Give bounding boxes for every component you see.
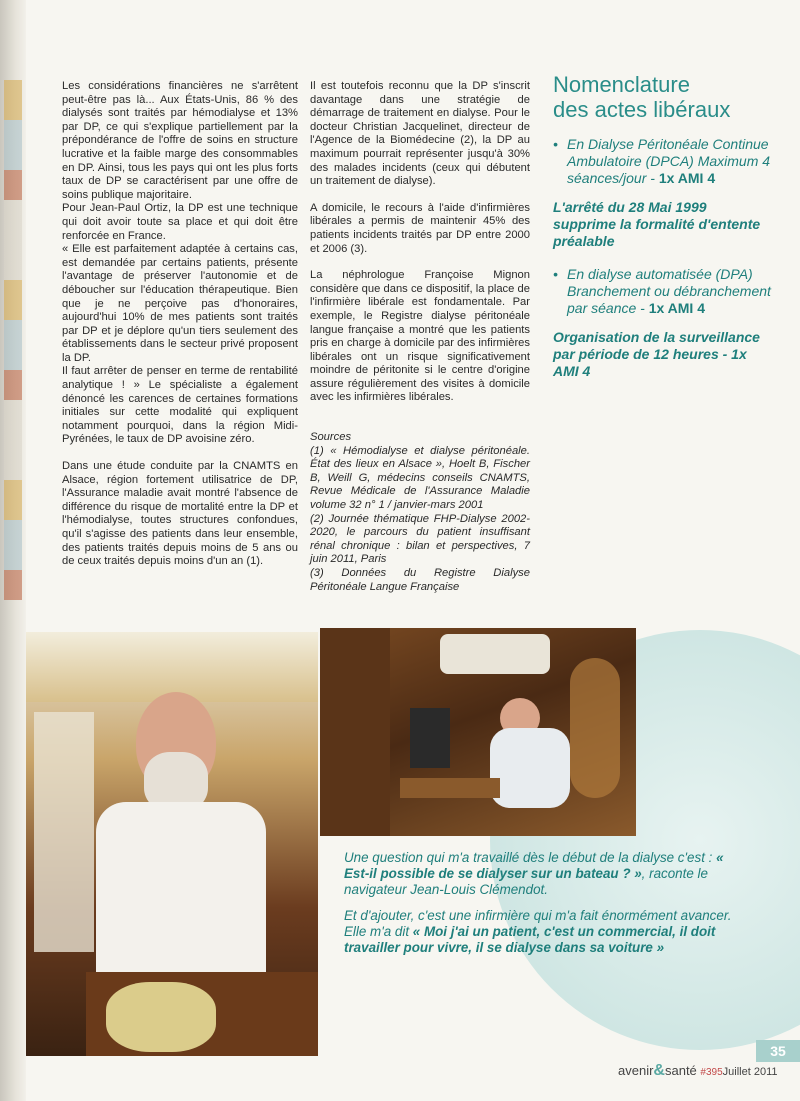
adjacent-page-strip (4, 80, 22, 600)
sidebar-note: L'arrêté du 28 Mai 1999 supprime la formalité d'entente préalable (553, 199, 761, 249)
source-item: (1) « Hémodialyse et dialyse péritonéale. État des lieux en Alsace », Hoelt B, Fischer B, Weill G, médecins conseils CNAMTS, Revue Médicale de l'Assurance Maladie volume 32 n° 1 / janvier-mars 2001 (310, 444, 530, 512)
sidebar-title-line: Nomenclature (553, 72, 690, 97)
paragraph: Les considérations financières ne s'arrêtent peut-être pas là... Aux États-Unis, 86 % des dialysés sont traités par hémodialyse et 13% par DP, ce qui s'explique partiellement par la prépondérance de l'offre de soins en structure lucrative et la faible marge des consommables en DP. Ainsi, tous les pays qui ont les plus forts taux de DP se caractérisent par une offre de soins publique majoritaire. (62, 80, 298, 201)
bullet-icon: • (553, 266, 558, 282)
nomenclature-sidebar (553, 72, 773, 396)
bullet-body: En Dialyse Péritonéale Continue Ambulatoire (DPCA) Maximum 4 séances/jour - (567, 136, 771, 186)
sidebar-bullet (553, 136, 773, 187)
sources-block (310, 431, 530, 594)
quote-text: Une question qui m'a travaillé dès le début de la dialyse c'est : (344, 850, 717, 865)
article-column-2 (310, 80, 530, 594)
paragraph: « Elle est parfaitement adaptée à certains cas, est demandée par certains patients, présente l'avantage de préserver l'autonomie et de déboucher sur l'éducation thérapeutique. Bien que je ne perçoive pas d'honoraires, aujourd'hui 10% de mes patients sont traités par DP et je déplore qu'un tiers seulement des établissements dans le secteur privé proposent la DP. (62, 243, 298, 364)
page-number: 35 (756, 1040, 800, 1062)
bullet-body: En dialyse automatisée (DPA) Branchement ou débranchement par séance - (567, 266, 771, 316)
source-item: (3) Données du Registre Dialyse Péritonéale Langue Française (310, 567, 530, 593)
article-column-1 (62, 80, 298, 569)
photo-navigator-at-desk (320, 628, 636, 836)
bullet-text (567, 266, 773, 317)
paragraph: A domicile, le recours à l'aide d'infirmières libérales a permis de maintenir 45% des patients incidents traités par DP entre 2000 et 2006 (3). (310, 201, 530, 255)
issue-number: #395 (700, 1067, 723, 1078)
photo-navigator-preparing-dialysis (26, 632, 318, 1056)
quote-paragraph (344, 924, 744, 956)
sidebar-title (553, 72, 773, 122)
quote-emphasis: « Moi j'ai un patient, c'est un commercial, il doit travailler pour vivre, il se dialyse dans sa voiture » (344, 924, 716, 955)
brand-ampersand: & (653, 1062, 665, 1079)
quote-paragraph (344, 850, 744, 898)
quote-text: Elle m'a dit (344, 924, 413, 939)
paragraph: La néphrologue Françoise Mignon considère que dans ce dispositif, la place de l'infirmière libérale est fondamentale. Par exemple, le Registre dialyse péritonéale langue française a montré que les patients pris en charge à domicile par des infirmières libérales ont un risque significativement moindre de péritonite si le centre d'origine assure régulièrement des visites à domicile avec les infirmières libérales. (310, 269, 530, 404)
paragraph: Il est toutefois reconnu que la DP s'inscrit davantage dans une stratégie de démarrage de traitement en dialyse. Pour le docteur Christian Jacquelinet, directeur de l'Agence de la Biomédecine (2), la DP au maximum pourrait représenter jusqu'à 30% des malades incidents (ceux qui débutent un traitement de dialyse). (310, 80, 530, 188)
paragraph: Pour Jean-Paul Ortiz, la DP est une technique qui doit avoir toute sa place et qui doit être renforcée en France. (62, 202, 298, 242)
issue-date: Juillet 2011 (722, 1066, 778, 1078)
paragraph: Il faut arrêter de penser en terme de rentabilité analytique ! » Le spécialiste a également dénoncé les carences de certaines formations initiales sur cette modalité qui expliquent notamment pourquoi, dans la région Midi-Pyrénées, le taux de DP avoisine zéro. (62, 365, 298, 446)
ami-tag: 1x AMI 4 (648, 300, 705, 316)
quote-emphasis: « Est-il possible de se dialyser sur un bateau ? » (344, 850, 724, 881)
brand-left: avenir (618, 1063, 654, 1078)
pull-quote (344, 850, 744, 966)
quote-text: , raconte le navigateur Jean-Louis Clémendot. (344, 866, 708, 897)
paragraph: Dans une étude conduite par la CNAMTS en Alsace, région fortement utilisatrice de DP, l'Assurance maladie avait montré l'absence de différence du risque de mortalité entre la DP et l'hémodialyse, toutes structures confondues, qu'il s'agisse des patients dans leur ensemble, des patients traités depuis moins de 5 ans ou de ceux traités depuis moins d'un an (1). (62, 460, 298, 568)
brand-right: santé (664, 1063, 697, 1078)
sources-title: Sources (310, 431, 352, 444)
bullet-text (567, 136, 773, 187)
sidebar-title-line: des actes libéraux (553, 97, 731, 122)
sidebar-bullet (553, 266, 773, 317)
quote-paragraph: Et d'ajouter, c'est une infirmière qui m'a fait énormément avancer. (344, 908, 732, 923)
ami-tag: 1x AMI 4 (658, 170, 716, 186)
source-item: (2) Journée thématique FHP-Dialyse 2002-2020, le parcours du patient insuffisant rénal chronique : bilan et perspectives, 7 juin 2011, Paris (310, 512, 530, 566)
bullet-icon: • (553, 136, 558, 152)
magazine-footer (618, 1062, 798, 1080)
sidebar-note: Organisation de la surveillance par période de 12 heures - 1x AMI 4 (553, 329, 760, 379)
